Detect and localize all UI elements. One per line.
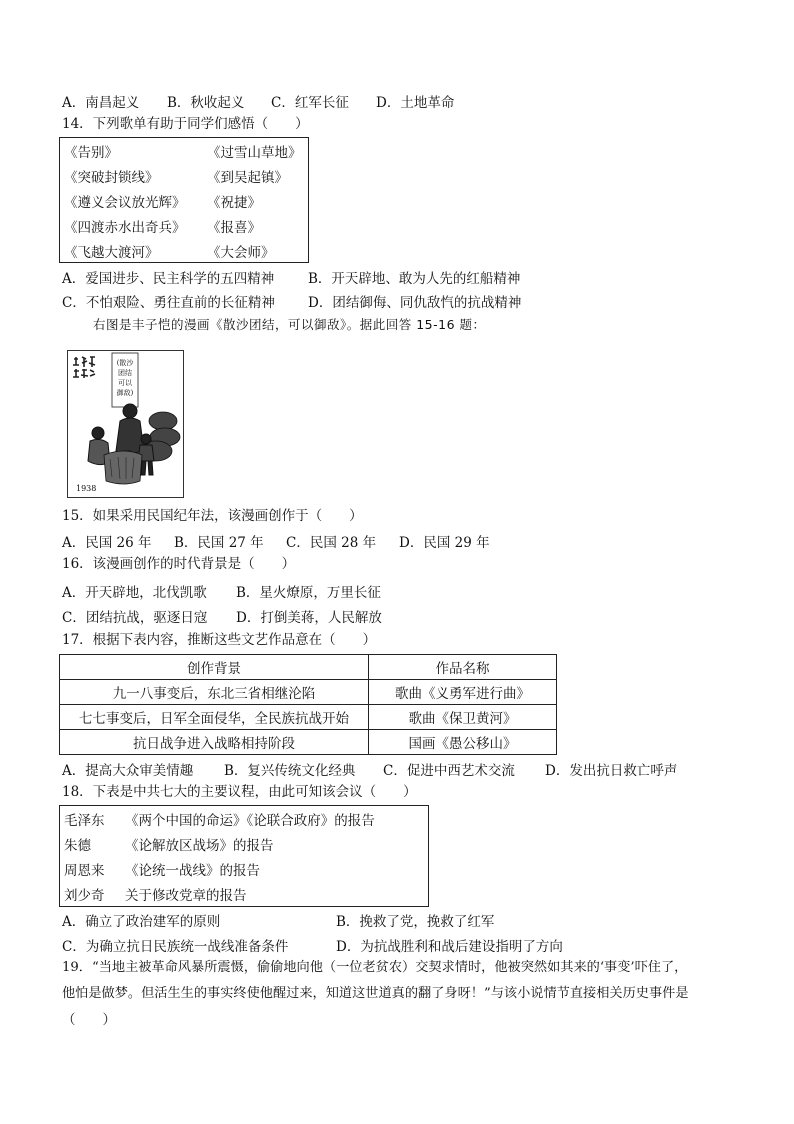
intro-15-16: 右图是丰子恺的漫画《散沙团结，可以御敌》。据此回答 15-16 题：	[93, 317, 486, 332]
q14-stem: 14．下列歌单有助于同学们感悟（ ）	[62, 116, 309, 132]
q19-line-2: 他怕是做梦。但活生生的事实终使他醒过来，知道这世道真的翻了身呀！”与该小说情节直接相关历史事件是	[62, 986, 689, 1001]
q14-option-b: B．开天辟地、敢为人先的红船精神	[308, 271, 521, 287]
agenda-speaker: 毛泽东	[64, 813, 105, 829]
q13-option-d: D．土地革命	[376, 95, 455, 111]
q14-option-a: A．爱国进步、民主科学的五四精神	[62, 271, 275, 287]
agenda-speaker: 刘少奇	[64, 888, 105, 904]
song-left-1: 《告别》	[64, 145, 118, 161]
agenda-speaker: 周恩来	[64, 863, 105, 879]
q17-option-c: C．促进中西艺术交流	[383, 763, 515, 779]
table-cell: 歌曲《义勇军进行曲》	[369, 680, 557, 705]
song-right-5: 《大会师》	[207, 245, 275, 261]
table-row	[60, 730, 557, 755]
q18-option-a: A．确立了政治建军的原则	[62, 914, 221, 930]
q18-stem: 18．下表是中共七大的主要议程，由此可知该会议（ ）	[62, 784, 417, 800]
cartoon-year: 1938	[76, 484, 97, 493]
agenda-report: 《论解放区战场》的报告	[125, 838, 274, 854]
song-left-5: 《飞越大渡河》	[64, 245, 159, 261]
q15-option-a: A．民国 26 年	[62, 535, 152, 551]
q19-line-1: 19．“当地主被革命风暴所震慑，偷偷地向他（一位老贫农）交契求情时，他被突然如其来的‘事变’吓住了，	[62, 960, 688, 975]
q14-option-c: C．不怕艰险、勇往直前的长征精神	[62, 295, 275, 311]
q19-line-3: （ ）	[62, 1012, 116, 1028]
agenda-report: 《论统一战线》的报告	[125, 863, 260, 879]
svg-text:可以: 可以	[118, 379, 132, 387]
q17-option-d: D．发出抗日救亡呼声	[545, 763, 678, 779]
song-left-4: 《四渡赤水出奇兵》	[64, 220, 186, 236]
table-cell: 七七事变后，日军全面侵华，全民族抗战开始	[60, 705, 369, 730]
song-right-4: 《报喜》	[207, 220, 261, 236]
q16-option-b: B．星火燎原，万里长征	[236, 585, 381, 601]
q15-option-b: B．民国 27 年	[174, 535, 264, 551]
q18-option-d: D．为抗战胜利和战后建设指明了方向	[336, 939, 563, 955]
cartoon-image	[67, 350, 184, 498]
q16-stem: 16．该漫画创作的时代背景是（ ）	[62, 556, 296, 572]
song-left-2: 《突破封锁线》	[64, 170, 159, 186]
q16-option-a: A．开天辟地，北伐凯歌	[62, 585, 207, 601]
table-cell: 歌曲《保卫黄河》	[369, 705, 557, 730]
cartoon-caption: (散沙	[116, 359, 134, 367]
q17-option-b: B．复兴传统文化经典	[224, 763, 356, 779]
agenda-report: 《两个中国的命运》《论联合政府》的报告	[125, 813, 375, 829]
q15-stem: 15．如果采用民国纪年法，该漫画创作于（ ）	[62, 508, 363, 524]
q13-option-b: B．秋收起义	[167, 95, 245, 111]
q13-option-c: C．红军长征	[271, 95, 349, 111]
song-right-2: 《到吴起镇》	[207, 170, 288, 186]
q16-option-d: D．打倒美蒋，人民解放	[236, 610, 382, 626]
song-left-3: 《遵义会议放光辉》	[64, 195, 186, 211]
header-background: 创作背景	[60, 655, 369, 680]
svg-text:团结: 团结	[118, 369, 132, 377]
table-row	[60, 680, 557, 705]
q15-option-d: D．民国 29 年	[399, 535, 490, 551]
q17-stem: 17．根据下表内容，推断这些文艺作品意在（ ）	[62, 632, 377, 648]
table-cell: 抗日战争进入战略相持阶段	[60, 730, 369, 755]
q16-option-c: C．团结抗战，驱逐日寇	[62, 610, 208, 626]
q18-option-b: B．挽救了党，挽救了红军	[336, 914, 495, 930]
song-right-3: 《祝捷》	[207, 195, 261, 211]
q15-option-c: C．民国 28 年	[286, 535, 377, 551]
table-cell: 国画《愚公移山》	[369, 730, 557, 755]
table-header-row	[60, 655, 557, 680]
q13-option-a: A．南昌起义	[62, 95, 140, 111]
song-right-1: 《过雪山草地》	[207, 145, 302, 161]
q14-option-d: D．团结御侮、同仇敌忾的抗战精神	[308, 295, 522, 311]
table-row	[60, 705, 557, 730]
svg-text:御敌): 御敌)	[116, 389, 134, 397]
agenda-speaker: 朱德	[64, 838, 91, 854]
q17-table	[59, 654, 557, 755]
q18-option-c: C．为确立抗日民族统一战线准备条件	[62, 939, 289, 955]
q17-option-a: A．提高大众审美情趣	[62, 763, 194, 779]
table-cell: 九一八事变后，东北三省相继沦陷	[60, 680, 369, 705]
agenda-report: 关于修改党章的报告	[125, 888, 247, 904]
header-work: 作品名称	[369, 655, 557, 680]
cartoon-illustration	[68, 351, 183, 497]
